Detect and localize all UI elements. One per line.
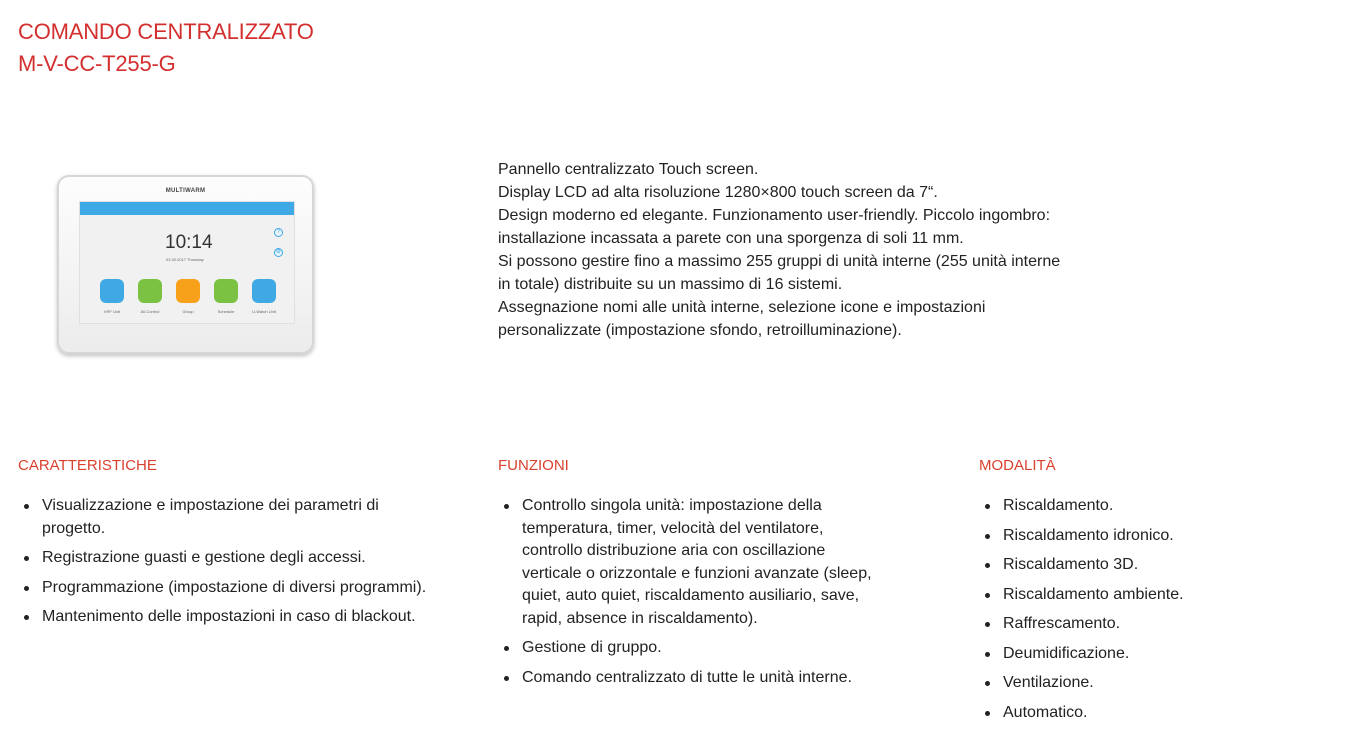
screen-status-bar	[80, 202, 294, 215]
screen-app-tile	[212, 279, 240, 314]
description-line: Pannello centralizzato Touch screen.	[498, 161, 759, 178]
list-item: Mantenimento delle impostazioni in caso di blackout.	[18, 606, 438, 629]
list-item: Visualizzazione e impostazione dei parametri di progetto.	[18, 495, 438, 540]
device-brand-logo: MULTIWARM	[165, 188, 206, 194]
app-icon	[100, 279, 124, 303]
mode-list	[979, 495, 1339, 724]
description-line: personalizzate (impostazione sfondo, retroilluminazione).	[498, 322, 902, 339]
list-item: Riscaldamento idronico.	[979, 525, 1339, 548]
list-item: Riscaldamento 3D.	[979, 554, 1339, 577]
description-line: Assegnazione nomi alle unità interne, selezione icone e impostazioni	[498, 299, 986, 316]
help-icon: ?	[274, 228, 283, 237]
list-item: Raffrescamento.	[979, 613, 1339, 636]
description-line: Design moderno ed elegante. Funzionamento user-friendly. Piccolo ingombro:	[498, 207, 1051, 224]
settings-icon: ⚙	[275, 249, 282, 255]
list-item: Gestione di gruppo.	[498, 637, 878, 660]
product-code: M-V-CC-T255-G	[18, 51, 176, 76]
section-title: CARATTERISTICHE	[18, 457, 157, 474]
list-item: Programmazione (impostazione di diversi programmi).	[18, 577, 438, 600]
screen-app-tile	[136, 279, 164, 314]
section-caratteristiche	[18, 455, 438, 636]
section-funzioni	[498, 455, 878, 696]
description-line: Si possono gestire fino a massimo 255 gruppi di unità interne (255 unità interne	[498, 253, 1061, 270]
list-item: Ventilazione.	[979, 672, 1339, 695]
section-title: FUNZIONI	[498, 457, 569, 474]
screen-clock: 10:14	[165, 232, 213, 253]
screen-app-tile	[250, 279, 278, 314]
description-line: Display LCD ad alta risoluzione 1280×800 touch screen da 7“.	[498, 184, 938, 201]
app-icon	[176, 279, 200, 303]
list-item: Riscaldamento.	[979, 495, 1339, 518]
app-label: Schedule	[217, 309, 235, 314]
page-title	[18, 16, 314, 80]
screen-app-tile	[98, 279, 126, 314]
section-modalita	[979, 455, 1339, 731]
screen-date: 03.30.2017 Thursday	[166, 257, 204, 262]
app-label: All-Control	[140, 309, 160, 314]
product-image	[57, 175, 314, 354]
function-list	[498, 495, 878, 689]
description-line: in totale) distribuite su un massimo di 16 sistemi.	[498, 276, 843, 293]
app-label: Group	[182, 309, 194, 314]
product-name: COMANDO CENTRALIZZATO	[18, 19, 314, 44]
section-title: MODALITÀ	[979, 457, 1056, 474]
app-icon	[214, 279, 238, 303]
description-line: installazione incassata a parete con una sporgenza di soli 11 mm.	[498, 230, 964, 247]
screen-app-tile	[174, 279, 202, 314]
device-screen	[79, 201, 295, 324]
list-item: Riscaldamento ambiente.	[979, 584, 1339, 607]
list-item: Automatico.	[979, 702, 1339, 725]
screen-app-row	[98, 279, 278, 314]
app-label: VRF Unit	[103, 309, 121, 314]
list-item: Controllo singola unità: impostazione della temperatura, timer, velocità del ventilatore, controllo distribuzione aria con oscillazione verticale o orizzontale e funzioni avanzate (sleep, quiet, auto quiet, riscaldamento ausiliario, save, rapid, absence in riscaldamento).	[498, 495, 878, 630]
list-item: Registrazione guasti e gestione degli accessi.	[18, 547, 438, 570]
feature-list	[18, 495, 438, 629]
list-item: Comando centralizzato di tutte le unità interne.	[498, 667, 878, 690]
product-description	[498, 158, 1060, 342]
list-item: Deumidificazione.	[979, 643, 1339, 666]
app-label: U-Watch Unit	[252, 309, 276, 314]
app-icon	[138, 279, 162, 303]
app-icon	[252, 279, 276, 303]
